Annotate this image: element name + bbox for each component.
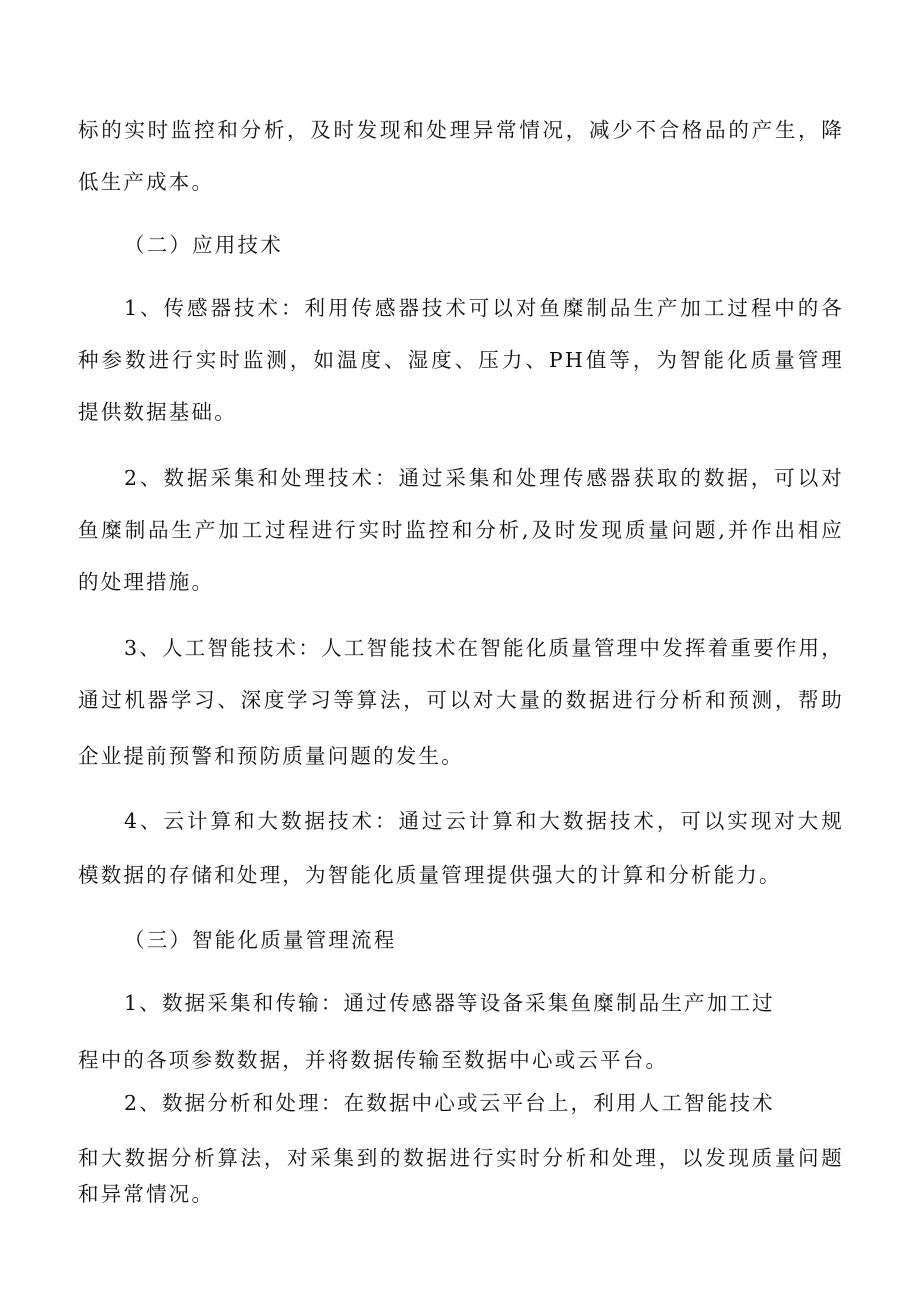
paragraph-line: 程中的各项参数数据，并将数据传输至数据中心或云平台。: [78, 1048, 669, 1072]
paragraph-line: 标的实时监控和分析，及时发现和处理异常情况，减少不合格品的产生，降: [78, 118, 844, 142]
paragraph-line: 1、数据采集和传输：通过传感器等设备采集鱼糜制品生产加工过: [124, 991, 775, 1015]
paragraph-line: 种参数进行实时监测，如温度、湿度、压力、PH值等，为智能化质量管理: [78, 348, 844, 372]
paragraph-line: 的处理措施。: [78, 570, 215, 594]
paragraph-line: 提供数据基础。: [78, 400, 237, 424]
paragraph-line: 2、数据采集和处理技术：通过采集和处理传感器获取的数据，可以对: [124, 466, 844, 490]
paragraph-line: 通过机器学习、深度学习等算法，可以对大量的数据进行分析和预测，帮助: [78, 688, 844, 712]
paragraph-line: 企业提前预警和预防质量问题的发生。: [78, 744, 464, 768]
paragraph-line: 鱼糜制品生产加工过程进行实时监控和分析,及时发现质量问题,并作出相应: [78, 518, 844, 542]
paragraph-line: 和大数据分析算法，对采集到的数据进行实时分析和处理，以发现质量问题: [78, 1146, 844, 1170]
paragraph-line: 低生产成本。: [78, 170, 215, 194]
paragraph-line: 模数据的存储和处理，为智能化质量管理提供强大的计算和分析能力。: [78, 863, 782, 887]
paragraph-line: 和异常情况。: [78, 1182, 215, 1206]
paragraph-line: 4、云计算和大数据技术：通过云计算和大数据技术，可以实现对大规: [124, 809, 844, 833]
section-heading-application-technology: （二）应用技术: [124, 233, 283, 257]
paragraph-line: 3、人工智能技术：人工智能技术在智能化质量管理中发挥着重要作用，: [124, 636, 844, 660]
section-heading-quality-management-process: （三）智能化质量管理流程: [124, 928, 397, 952]
paragraph-line: 1、传感器技术：利用传感器技术可以对鱼糜制品生产加工过程中的各: [124, 296, 844, 320]
paragraph-line: 2、数据分析和处理：在数据中心或云平台上，利用人工智能技术: [124, 1091, 775, 1115]
